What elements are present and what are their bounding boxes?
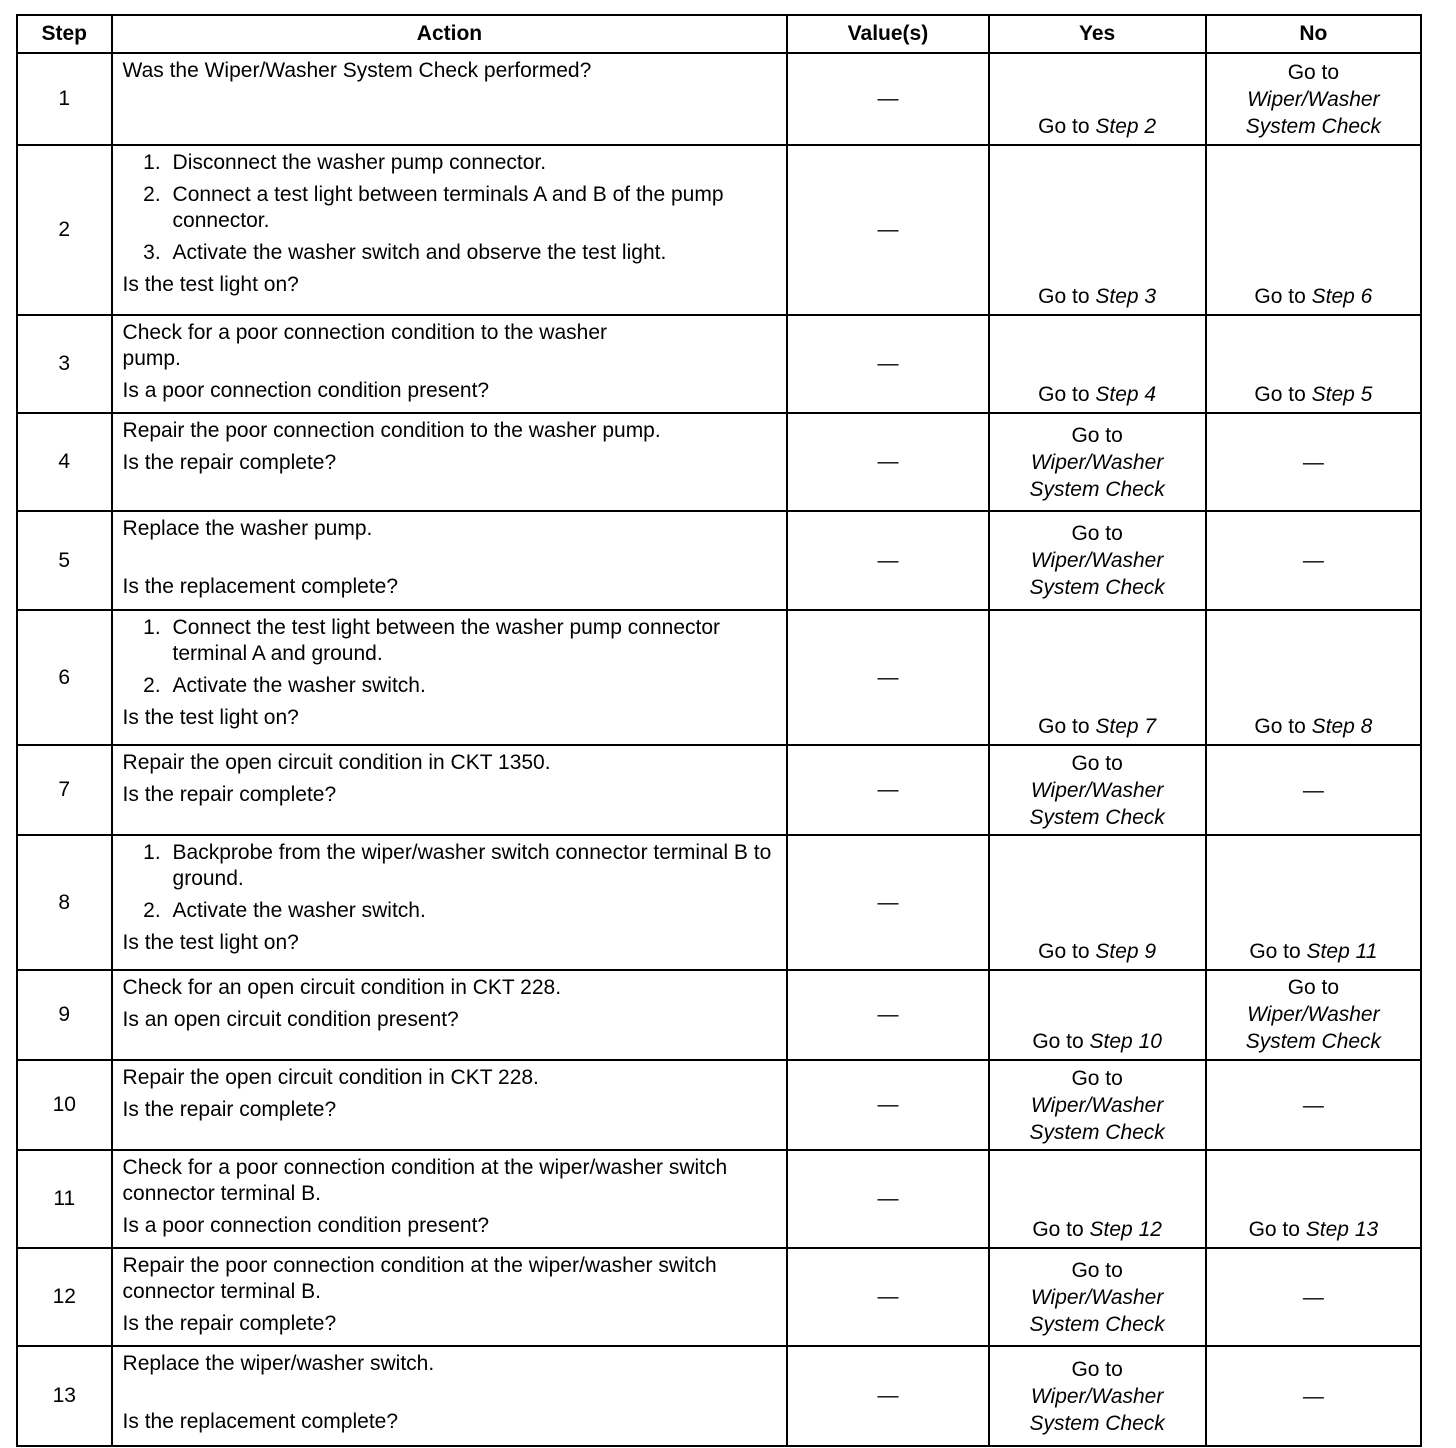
- step-number: 7: [17, 745, 112, 835]
- step-number: 9: [17, 970, 112, 1060]
- action-text: Repair the poor connection condition to the washer pump.: [122, 419, 661, 442]
- action-cell: [112, 745, 788, 835]
- wiper-washer-link[interactable]: [990, 1284, 1205, 1338]
- value-cell: —: [787, 835, 988, 970]
- step-word: Step: [1306, 940, 1350, 963]
- action-question: Is an open circuit condition present?: [122, 1008, 459, 1031]
- diagnostic-table: [16, 14, 1422, 1447]
- action-text: Repair the poor connection condition at the wiper/washer switch connector terminal B.: [122, 1254, 717, 1303]
- step-number: 2: [17, 145, 112, 315]
- yes-cell[interactable]: [989, 1346, 1206, 1446]
- go-to-label: Go to: [1032, 1218, 1084, 1241]
- link-line-1: Wiper/Washer: [1030, 549, 1164, 572]
- step-link[interactable]: [1095, 715, 1156, 738]
- step-word: Step: [1311, 383, 1355, 406]
- no-cell: —: [1206, 1346, 1421, 1446]
- no-cell[interactable]: [1206, 1150, 1421, 1248]
- go-to-label: Go to: [1249, 940, 1301, 963]
- step-number: 11: [17, 1150, 112, 1248]
- step-word: Step: [1311, 715, 1355, 738]
- header-step: Step: [17, 15, 112, 53]
- link-line-2: System Check: [1029, 805, 1165, 829]
- step-link[interactable]: [1312, 285, 1373, 308]
- no-cell[interactable]: [1206, 315, 1421, 413]
- action-list-item: 1. Disconnect the washer pump connector.: [167, 150, 779, 176]
- go-to-label: Go to: [1254, 383, 1306, 406]
- step-number: 10: [17, 1060, 112, 1150]
- step-link-number: 7: [1144, 715, 1157, 738]
- link-line-2: System Check: [1245, 115, 1382, 138]
- action-cell: [112, 145, 788, 315]
- action-cell: [112, 610, 788, 745]
- action-question: Is the replacement complete?: [122, 1410, 399, 1433]
- table-row: [17, 1060, 1421, 1150]
- step-link-number: 10: [1138, 1030, 1162, 1053]
- action-text: Replace the washer pump.: [122, 517, 373, 540]
- yes-cell[interactable]: [989, 1150, 1206, 1248]
- action-cell: [112, 413, 788, 511]
- action-question: Is the test light on?: [122, 273, 299, 296]
- table-row: [17, 1150, 1421, 1248]
- action-list: [123, 840, 779, 924]
- yes-cell[interactable]: [989, 1060, 1206, 1150]
- step-link[interactable]: [1095, 383, 1156, 406]
- wiper-washer-link[interactable]: [990, 777, 1205, 831]
- action-list: [123, 150, 779, 266]
- step-number: 5: [17, 511, 112, 610]
- go-to-label: Go to: [1038, 715, 1090, 738]
- action-cell: [112, 835, 788, 970]
- step-link[interactable]: [1095, 940, 1156, 963]
- step-number: 6: [17, 610, 112, 745]
- action-question: Is a poor connection condition present?: [122, 1214, 490, 1237]
- step-link[interactable]: [1095, 285, 1156, 308]
- go-to-label: Go to: [1254, 285, 1306, 308]
- value-cell: —: [787, 315, 988, 413]
- go-to-label: Go to: [1248, 1218, 1300, 1241]
- wiper-washer-link[interactable]: [990, 1092, 1205, 1146]
- yes-cell[interactable]: [989, 835, 1206, 970]
- no-cell: —: [1206, 413, 1421, 511]
- go-to-label: Go to: [1287, 976, 1340, 999]
- yes-cell[interactable]: [989, 970, 1206, 1060]
- step-link[interactable]: [1095, 115, 1156, 138]
- yes-cell[interactable]: [989, 413, 1206, 511]
- step-word: Step: [1089, 1030, 1133, 1053]
- link-line-2: System Check: [1029, 1312, 1165, 1336]
- header-no: No: [1206, 15, 1421, 53]
- step-word: Step: [1311, 285, 1355, 308]
- wiper-washer-link[interactable]: [1207, 86, 1420, 140]
- link-line-2: System Check: [1029, 1411, 1165, 1435]
- go-to-label: Go to: [1071, 1258, 1123, 1282]
- step-link-number: 12: [1138, 1218, 1162, 1241]
- table-row: [17, 315, 1421, 413]
- value-cell: —: [787, 1248, 988, 1346]
- action-list-item: 2. Activate the washer switch.: [167, 673, 779, 699]
- action-cell: [112, 970, 788, 1060]
- step-link[interactable]: [1306, 1218, 1378, 1241]
- step-word: Step: [1305, 1218, 1349, 1241]
- step-word: Step: [1095, 715, 1139, 738]
- table-row: [17, 511, 1421, 610]
- step-link-number: 6: [1360, 285, 1373, 308]
- step-link-number: 2: [1144, 115, 1157, 138]
- no-cell: —: [1206, 1060, 1421, 1150]
- no-cell[interactable]: [1206, 610, 1421, 745]
- table-row: [17, 413, 1421, 511]
- yes-cell[interactable]: [989, 511, 1206, 610]
- action-cell: [112, 53, 788, 145]
- go-to-label: Go to: [1038, 940, 1090, 963]
- header-yes: Yes: [989, 15, 1206, 53]
- no-cell: —: [1206, 1248, 1421, 1346]
- go-to-label: Go to: [1071, 522, 1123, 545]
- table-row: [17, 1346, 1421, 1446]
- yes-cell[interactable]: [989, 315, 1206, 413]
- value-cell: —: [787, 145, 988, 315]
- step-link[interactable]: [1090, 1030, 1162, 1053]
- yes-cell[interactable]: [989, 610, 1206, 745]
- link-line-1: Wiper/Washer: [1030, 1285, 1164, 1309]
- action-cell: [112, 1150, 788, 1248]
- step-number: 12: [17, 1248, 112, 1346]
- link-line-1: Wiper/Washer: [1030, 1093, 1164, 1117]
- action-list-item: 3. Activate the washer switch and observe the test light.: [167, 240, 779, 266]
- link-line-2: System Check: [1245, 1030, 1382, 1053]
- value-cell: —: [787, 413, 988, 511]
- go-to-label: Go to: [1071, 1066, 1123, 1090]
- action-list-item: 2. Connect a test light between terminals A and B of the pump connector.: [167, 182, 779, 234]
- step-link[interactable]: [1307, 940, 1378, 963]
- step-number: 3: [17, 315, 112, 413]
- action-cell: [112, 1346, 788, 1446]
- table-row: [17, 835, 1421, 970]
- action-list-item: 2. Activate the washer switch.: [167, 898, 779, 924]
- value-cell: —: [787, 970, 988, 1060]
- action-list: [123, 615, 779, 699]
- yes-cell[interactable]: [989, 145, 1206, 315]
- action-question: Is the test light on?: [122, 931, 299, 954]
- step-word: Step: [1095, 940, 1139, 963]
- go-to-label: Go to: [1254, 715, 1306, 738]
- link-line-2: System Check: [1029, 477, 1165, 501]
- action-question: Is the repair complete?: [122, 1312, 337, 1335]
- yes-cell[interactable]: [989, 1248, 1206, 1346]
- step-link[interactable]: [1312, 383, 1373, 406]
- wiper-washer-link[interactable]: [990, 449, 1205, 503]
- step-link-number: 13: [1354, 1218, 1379, 1241]
- value-cell: —: [787, 1150, 988, 1248]
- step-word: Step: [1095, 383, 1139, 406]
- step-link-number: 11: [1355, 940, 1378, 963]
- action-text: Check for an open circuit condition in CKT 228.: [122, 976, 562, 999]
- link-line-1: Wiper/Washer: [1247, 88, 1380, 111]
- link-line-1: Wiper/Washer: [1030, 778, 1164, 802]
- value-cell: —: [787, 745, 988, 835]
- action-text: Check for a poor connection condition to the washer pump.: [122, 321, 607, 370]
- table-row: [17, 970, 1421, 1060]
- link-line-1: Wiper/Washer: [1030, 450, 1164, 474]
- action-question: Is the repair complete?: [122, 783, 337, 806]
- action-text: Repair the open circuit condition in CKT 228.: [122, 1066, 539, 1089]
- no-cell[interactable]: [1206, 145, 1421, 315]
- action-cell: [112, 1248, 788, 1346]
- action-cell: [112, 1060, 788, 1150]
- action-question: Is the replacement complete?: [122, 575, 399, 598]
- go-to-label: Go to: [1071, 423, 1123, 447]
- action-text: Repair the open circuit condition in CKT 1350.: [122, 751, 551, 774]
- go-to-label: Go to: [1038, 383, 1090, 406]
- go-to-label: Go to: [1038, 115, 1090, 138]
- no-cell[interactable]: [1206, 53, 1421, 145]
- go-to-label: Go to: [1032, 1030, 1084, 1053]
- step-link-number: 5: [1360, 383, 1373, 406]
- table-row: [17, 610, 1421, 745]
- link-line-1: Wiper/Washer: [1247, 1003, 1380, 1026]
- value-cell: —: [787, 53, 988, 145]
- action-question: Is the repair complete?: [122, 451, 337, 474]
- step-word: Step: [1095, 115, 1139, 138]
- action-text: Was the Wiper/Washer System Check performed?: [122, 59, 592, 82]
- table-row: [17, 145, 1421, 315]
- action-question: Is a poor connection condition present?: [122, 379, 490, 402]
- table-row: [17, 1248, 1421, 1346]
- link-line-2: System Check: [1029, 1120, 1165, 1144]
- action-text: Check for a poor connection condition at the wiper/washer switch connector terminal B.: [122, 1156, 728, 1205]
- action-question: Is the test light on?: [122, 706, 299, 729]
- step-word: Step: [1095, 285, 1139, 308]
- action-cell: [112, 315, 788, 413]
- step-link-number: 9: [1144, 940, 1157, 963]
- link-line-1: Wiper/Washer: [1030, 1384, 1164, 1408]
- go-to-label: Go to: [1038, 285, 1090, 308]
- header-action: Action: [112, 15, 788, 53]
- step-link-number: 3: [1144, 285, 1157, 308]
- wiper-washer-link[interactable]: [990, 1383, 1205, 1437]
- header-row: [17, 15, 1421, 53]
- step-link-number: 8: [1360, 715, 1373, 738]
- value-cell: —: [787, 610, 988, 745]
- no-cell: —: [1206, 511, 1421, 610]
- step-word: Step: [1089, 1218, 1133, 1241]
- wiper-washer-link[interactable]: [1207, 1001, 1420, 1055]
- yes-cell[interactable]: [989, 745, 1206, 835]
- value-cell: —: [787, 1346, 988, 1446]
- link-line-2: System Check: [1029, 576, 1165, 599]
- step-number: 4: [17, 413, 112, 511]
- table-row: [17, 745, 1421, 835]
- action-text: Replace the wiper/washer switch.: [122, 1352, 435, 1375]
- value-cell: —: [787, 511, 988, 610]
- table-row: [17, 53, 1421, 145]
- step-link-number: 4: [1144, 383, 1157, 406]
- no-cell[interactable]: [1206, 970, 1421, 1060]
- go-to-label: Go to: [1071, 751, 1123, 775]
- action-cell: [112, 511, 788, 610]
- step-number: 13: [17, 1346, 112, 1446]
- step-link[interactable]: [1312, 715, 1373, 738]
- go-to-label: Go to: [1071, 1357, 1123, 1381]
- no-cell[interactable]: [1206, 835, 1421, 970]
- no-cell: —: [1206, 745, 1421, 835]
- action-question: Is the repair complete?: [122, 1098, 337, 1121]
- action-list-item: 1. Connect the test light between the washer pump connector terminal A and ground.: [167, 615, 779, 667]
- action-list-item: 1. Backprobe from the wiper/washer switch connector terminal B to ground.: [167, 840, 779, 892]
- value-cell: —: [787, 1060, 988, 1150]
- step-number: 1: [17, 53, 112, 145]
- header-values: Value(s): [787, 15, 988, 53]
- yes-cell[interactable]: [989, 53, 1206, 145]
- wiper-washer-link[interactable]: [990, 547, 1205, 601]
- step-number: 8: [17, 835, 112, 970]
- go-to-label: Go to: [1287, 61, 1340, 84]
- step-link[interactable]: [1090, 1218, 1162, 1241]
